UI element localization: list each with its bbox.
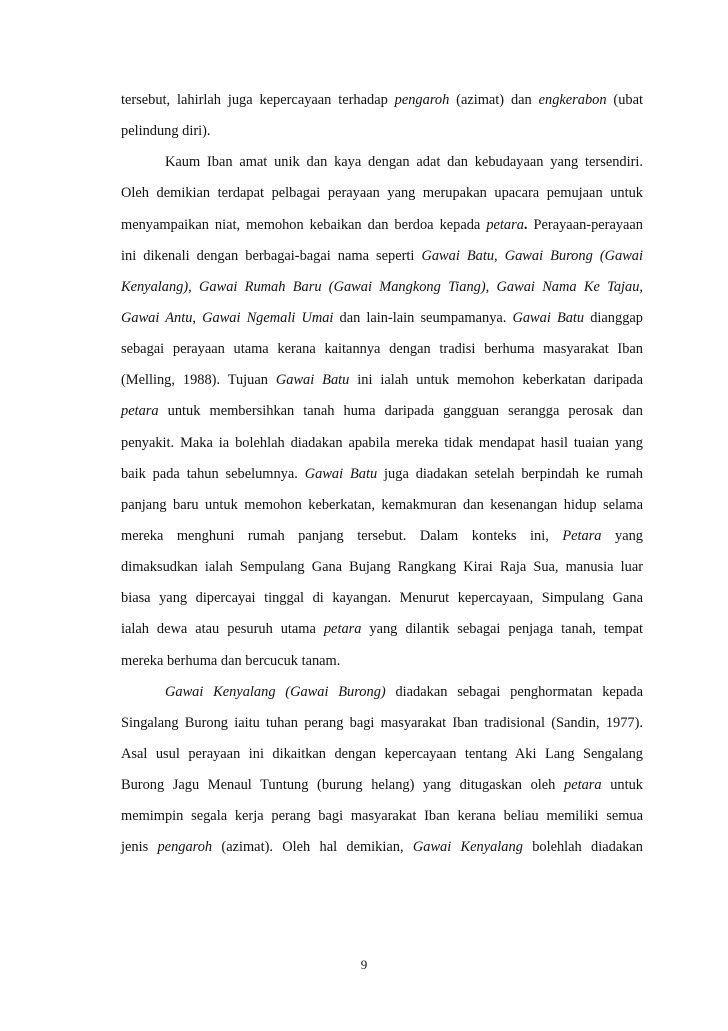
text-line: [121, 303, 643, 334]
text-segment: memimpin segala kerja perang bagi masyarakat Iban kerana beliau memiliki semua: [121, 808, 643, 825]
text-segment: (Melling, 1988). Tujuan: [121, 372, 276, 389]
text-line: [121, 85, 643, 116]
text-segment: dimaksudkan ialah Sempulang Gana Bujang Rangkang Kirai Raja Sua, manusia luar: [121, 559, 643, 576]
italic-term: Gawai Batu: [512, 309, 585, 326]
text-segment: mereka berhuma dan bercucuk tanam.: [121, 652, 341, 669]
body-text: [121, 85, 643, 864]
text-line: [121, 272, 643, 303]
text-line: [121, 739, 643, 770]
text-segment: untuk: [601, 777, 643, 794]
text-segment: Burong Jagu Menaul Tuntung (burung helang) yang ditugaskan oleh: [121, 777, 564, 794]
text-segment: Perayaan-perayaan: [527, 216, 643, 233]
text-segment: menyampaikan niat, memohon kebaikan dan berdoa kepada: [121, 216, 487, 233]
text-segment: ini dikenali dengan berbagai-bagai nama seperti: [121, 247, 422, 264]
text-line: [121, 521, 643, 552]
text-segment: .: [523, 216, 528, 233]
italic-term: petara: [121, 403, 159, 420]
text-line: [121, 552, 643, 583]
text-line: [121, 334, 643, 365]
italic-term: Gawai Ngemali Umai: [202, 309, 334, 326]
text-line: [121, 241, 643, 272]
text-segment: tersebut, lahirlah juga kepercayaan terhadap: [121, 92, 395, 108]
italic-term: engkerabon: [538, 92, 607, 108]
italic-term: pengaroh: [157, 839, 213, 856]
italic-term: Kenyalang), Gawai Rumah Baru (Gawai Mangkong Tiang), Gawai Nama Ke Tajau,: [121, 278, 643, 295]
text-segment: pelindung diri).: [121, 123, 211, 140]
italic-term: petara: [564, 777, 602, 794]
page-number: 9: [360, 957, 368, 972]
text-line: [121, 646, 643, 677]
text-line: [121, 770, 643, 801]
italic-term: petara: [323, 621, 362, 638]
text-segment: Singalang Burong iaitu tuhan perang bagi masyarakat Iban tradisional (Sandin, 1977).: [121, 714, 643, 731]
text-line: [121, 677, 643, 708]
text-segment: jenis: [121, 839, 158, 856]
italic-term: pengaroh: [394, 92, 450, 108]
text-segment: dianggap: [584, 309, 643, 326]
text-line: [121, 832, 643, 863]
text-line: [121, 614, 643, 645]
italic-term: Gawai Kenyalang: [412, 839, 523, 856]
text-segment: Asal usul perayaan ini dikaitkan dengan kepercayaan tentang Aki Lang Sengalang: [121, 745, 643, 762]
text-segment: (ubat: [606, 92, 643, 108]
text-segment: Kaum Iban amat unik dan kaya dengan adat dan kebudayaan yang tersendiri.: [165, 154, 643, 171]
text-segment: ialah dewa atau pesuruh utama: [121, 621, 324, 638]
text-line: [121, 459, 643, 490]
text-line: [121, 116, 643, 147]
italic-term: Gawai Kenyalang (Gawai Burong): [165, 683, 386, 700]
text-segment: juga diadakan setelah berpindah ke rumah: [377, 465, 643, 482]
text-segment: (azimat) dan: [449, 92, 539, 108]
text-segment: mereka menghuni rumah panjang tersebut. Dalam konteks ini,: [121, 527, 563, 544]
text-line: [121, 801, 643, 832]
text-segment: baik pada tahun sebelumnya.: [121, 465, 305, 482]
text-line: [121, 490, 643, 521]
text-segment: diadakan sebagai penghormatan kepada: [385, 683, 643, 700]
text-segment: dan lain-lain seumpamanya.: [333, 309, 513, 326]
text-segment: Oleh demikian terdapat pelbagai perayaan yang merupakan upacara pemujaan untuk: [121, 185, 643, 202]
text-segment: biasa yang dipercayai tinggal di kayangan. Menurut kepercayaan, Simpulang Gana: [121, 590, 643, 607]
text-line: [121, 147, 643, 178]
text-segment: yang dilantik sebagai penjaga tanah, tempat: [361, 621, 643, 638]
text-segment: sebagai perayaan utama kerana kaitannya dengan tradisi berhuma masyarakat Iban: [121, 341, 643, 358]
text-segment: (azimat). Oleh hal demikian,: [212, 839, 413, 856]
italic-term: petara: [486, 216, 524, 233]
italic-term: Gawai Batu, Gawai Burong (Gawai: [421, 247, 643, 264]
italic-term: Gawai Batu: [304, 465, 378, 482]
text-segment: bolehlah diadakan: [522, 839, 643, 856]
text-line: [121, 583, 643, 614]
text-line: [121, 210, 643, 241]
text-line: [121, 428, 643, 459]
text-segment: untuk membersihkan tanah huma daripada gangguan serangga perosak dan: [158, 403, 643, 420]
text-line: [121, 365, 643, 396]
italic-term: Petara: [562, 527, 602, 544]
text-segment: ,: [192, 309, 203, 326]
italic-term: Gawai Antu: [121, 309, 193, 326]
text-segment: yang: [601, 527, 643, 544]
text-line: [121, 396, 643, 427]
text-segment: penyakit. Maka ia bolehlah diadakan apabila mereka tidak mendapat hasil tuaian yang: [121, 434, 643, 451]
text-line: [121, 178, 643, 209]
text-segment: panjang baru untuk memohon keberkatan, kemakmuran dan kesenangan hidup selama: [121, 496, 643, 513]
text-line: [121, 708, 643, 739]
italic-term: Gawai Batu: [275, 372, 350, 389]
text-segment: ini ialah untuk memohon keberkatan daripada: [349, 372, 643, 389]
